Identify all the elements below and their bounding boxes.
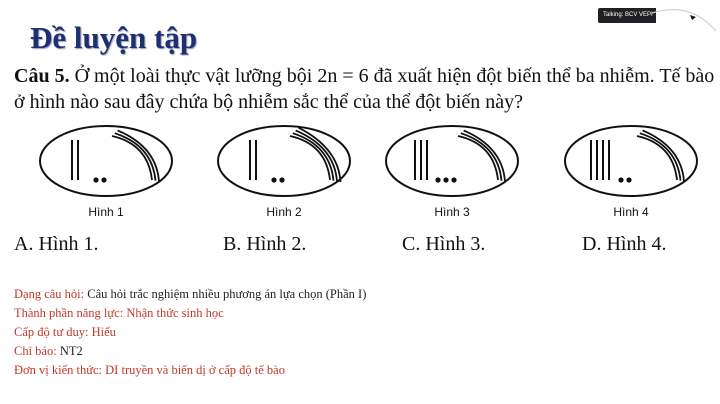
cell-membrane [386,126,518,196]
meta-row-type [14,285,366,304]
dot-chromosome [101,177,106,182]
meta-row-level [14,323,366,342]
curved-chromosome [112,136,152,180]
curved-chromosome [464,130,505,181]
curved-chromosome [637,136,677,180]
option-d[interactable]: D. Hình 4. [582,233,667,255]
figure-4-label: Hình 4 [613,205,649,219]
figure-3-label: Hình 3 [434,205,470,219]
option-a[interactable]: A. Hình 1. [14,233,99,255]
curved-chromosome [458,136,498,180]
question-text: Ở một loài thực vật lưỡng bội 2n = 6 đã xuất hiện đột biến thể ba nhiễm. Tế bào ở hình nào sau đây chứa bộ nhiễm sắc thể của thể đột biến này? [14,65,715,113]
option-c[interactable]: C. Hình 3. [402,233,486,255]
dot-chromosome [279,177,284,182]
meta-competency-key: Thành phần năng lực: [14,306,124,320]
question-number: Câu 5. [14,65,70,87]
cell-membrane [565,126,697,196]
curved-chromosome [290,136,330,180]
cell-4-diagram [561,122,701,200]
figure-1 [36,122,176,219]
talking-indicator: Talking: BCV VEPI [598,8,656,23]
meta-competency-value: Nhận thức sinh học [126,306,224,320]
meta-row-knowledge [14,361,366,380]
dot-chromosome [451,177,456,182]
cell-membrane [40,126,172,196]
cell-3-diagram [382,122,522,200]
dot-chromosome [93,177,98,182]
meta-knowledge-key: Đơn vị kiến thức: [14,363,103,377]
meta-type-key: Dạng câu hỏi: [14,287,85,301]
meta-knowledge-value: DI truyền và biến dị ở cấp độ tế bào [105,363,285,377]
dot-chromosome [618,177,623,182]
cell-membrane [218,126,350,196]
figure-4 [561,122,701,219]
figure-2 [214,122,354,219]
figure-3 [382,122,522,219]
figure-row [0,122,720,222]
meta-row-competency [14,304,366,323]
meta-level-value: Hiểu [91,325,116,339]
slide-title: Đề luyện tập [30,20,198,55]
dot-chromosome [435,177,440,182]
dot-chromosome [271,177,276,182]
dot-chromosome [443,177,448,182]
cell-2-diagram [214,122,354,200]
dot-chromosome [626,177,631,182]
question [14,63,720,115]
meta-indicator-value: NT2 [59,344,83,358]
meta-row-indicator [14,342,366,361]
question-metadata [14,285,366,380]
mouse-cursor-arc [650,3,720,33]
meta-level-key: Cấp độ tư duy: [14,325,89,339]
option-b[interactable]: B. Hình 2. [223,233,307,255]
cell-1-diagram [36,122,176,200]
figure-1-label: Hình 1 [88,205,124,219]
figure-2-label: Hình 2 [266,205,302,219]
curved-chromosome [643,130,684,181]
meta-indicator-key: Chỉ báo: [14,344,57,358]
meta-type-value: Câu hỏi trắc nghiệm nhiều phương án lựa chọn (Phần I) [87,287,367,301]
curved-chromosome [118,130,159,181]
